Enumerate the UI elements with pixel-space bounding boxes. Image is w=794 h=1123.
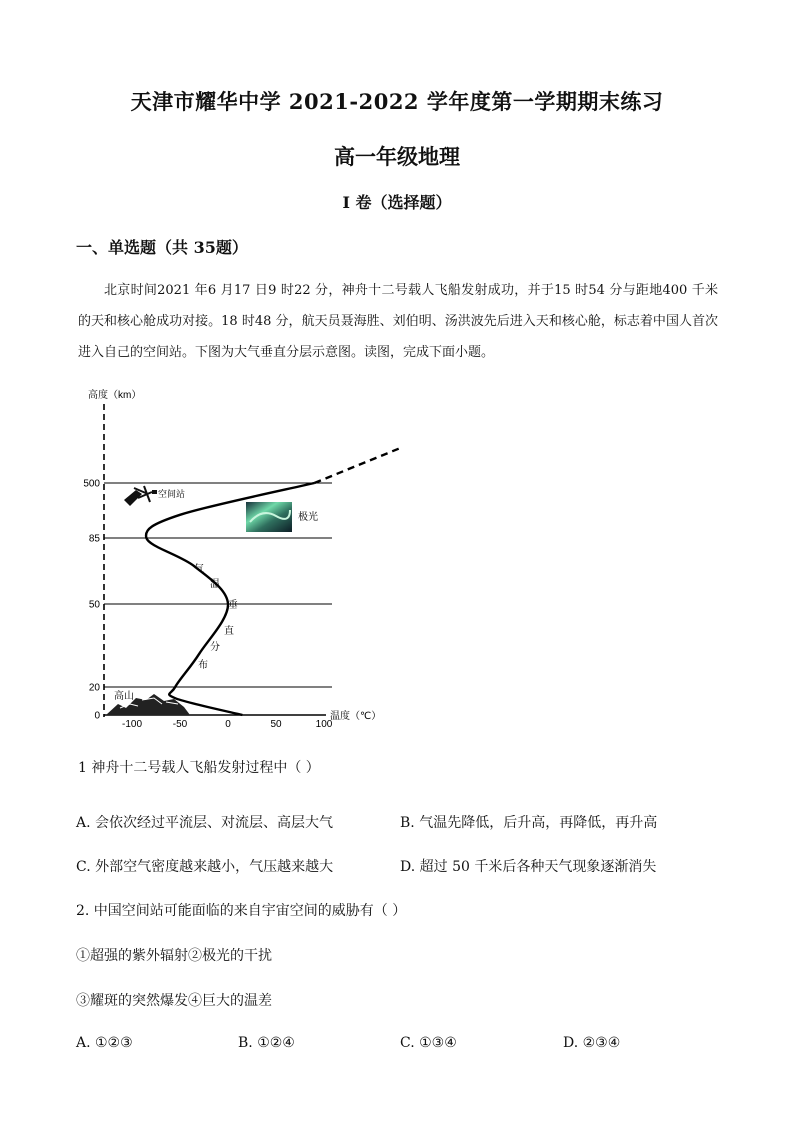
- space-station-icon: [124, 486, 157, 506]
- q1-option-b[interactable]: B. 气温先降低，后升高，再降低，再升高: [400, 815, 658, 831]
- q2-option-d[interactable]: D. ②③④: [563, 1035, 621, 1051]
- y-axis-label: 高度（km）: [88, 390, 142, 401]
- volume-title: I 卷（选择题）: [342, 193, 452, 212]
- curve-label-char: 气: [194, 564, 204, 575]
- q2-item-line-1: ①超强的紫外辐射②极光的干扰: [76, 948, 272, 964]
- question-1-stem: 1 神舟十二号载人飞船发射过程中（ ）: [78, 760, 320, 776]
- curve-label-char: 垂: [228, 600, 238, 611]
- x-tick-labels: [122, 719, 333, 730]
- q2-option-a[interactable]: A. ①②③: [76, 1035, 133, 1051]
- curve-label-char: 直: [224, 626, 234, 637]
- y-tick-labels: [83, 479, 100, 722]
- page-title: 天津市耀华中学 2021-2022 学年度第一学期期末练习: [130, 89, 664, 114]
- temperature-curve: [146, 440, 400, 715]
- mountain-label: 高山: [114, 691, 134, 702]
- q2-option-c[interactable]: C. ①③④: [400, 1035, 457, 1051]
- x-tick-label: -100: [121, 719, 143, 730]
- y-tick-label: 0: [94, 710, 100, 722]
- x-tick-label: 50: [270, 719, 282, 730]
- curve-label-char: 分: [210, 642, 220, 653]
- space-station-label: 空间站: [158, 489, 186, 499]
- q1-option-c[interactable]: C. 外部空气密度越来越小，气压越来越大: [76, 859, 334, 875]
- curve-label-char: 布: [198, 660, 208, 671]
- curve-label: [194, 563, 238, 671]
- y-tick-label: 85: [88, 533, 100, 545]
- q2-option-b[interactable]: B. ①②④: [238, 1035, 295, 1051]
- x-tick-label: -50: [172, 719, 188, 730]
- atmosphere-layer-chart: [70, 382, 400, 732]
- x-tick-label: 100: [315, 719, 333, 730]
- section-title: 一、单选题（共 35题）: [76, 238, 248, 257]
- q1-option-a[interactable]: A. 会依次经过平流层、对流层、高层大气: [76, 815, 334, 831]
- q1-option-d[interactable]: D. 超过 50 千米后各种天气现象逐渐消失: [400, 859, 657, 875]
- x-tick-label: 0: [225, 719, 231, 730]
- reading-passage: 北京时间2021 年6 月17 日9 时22 分，神舟十二号载人飞船发射成功，并于15 时54 分与距地400 千米的天和核心舱成功对接。18 时48 分，航天员聂海胜、刘伯明、汤洪波先后进入天和核心舱，标志着中国人首次进入自己的空间站。下图为大气垂直分层示意图。读图，完成下面小题。: [78, 283, 718, 360]
- y-tick-label: 50: [88, 599, 100, 611]
- aurora-label: 极光: [298, 512, 318, 523]
- question-2-stem: 2. 中国空间站可能面临的来自宇宙空间的威胁有（ ）: [76, 903, 407, 919]
- q2-item-line-2: ③耀斑的突然爆发④巨大的温差: [76, 993, 272, 1009]
- curve-label-char: 温: [210, 579, 220, 590]
- x-axis-label: 温度（℃）: [330, 711, 382, 722]
- y-tick-label: 500: [83, 478, 100, 490]
- temperature-curve-extension: [314, 440, 400, 483]
- aurora-photo: [246, 502, 292, 532]
- y-tick-label: 20: [88, 682, 100, 694]
- grade-subject-title: 高一年级地理: [334, 144, 460, 169]
